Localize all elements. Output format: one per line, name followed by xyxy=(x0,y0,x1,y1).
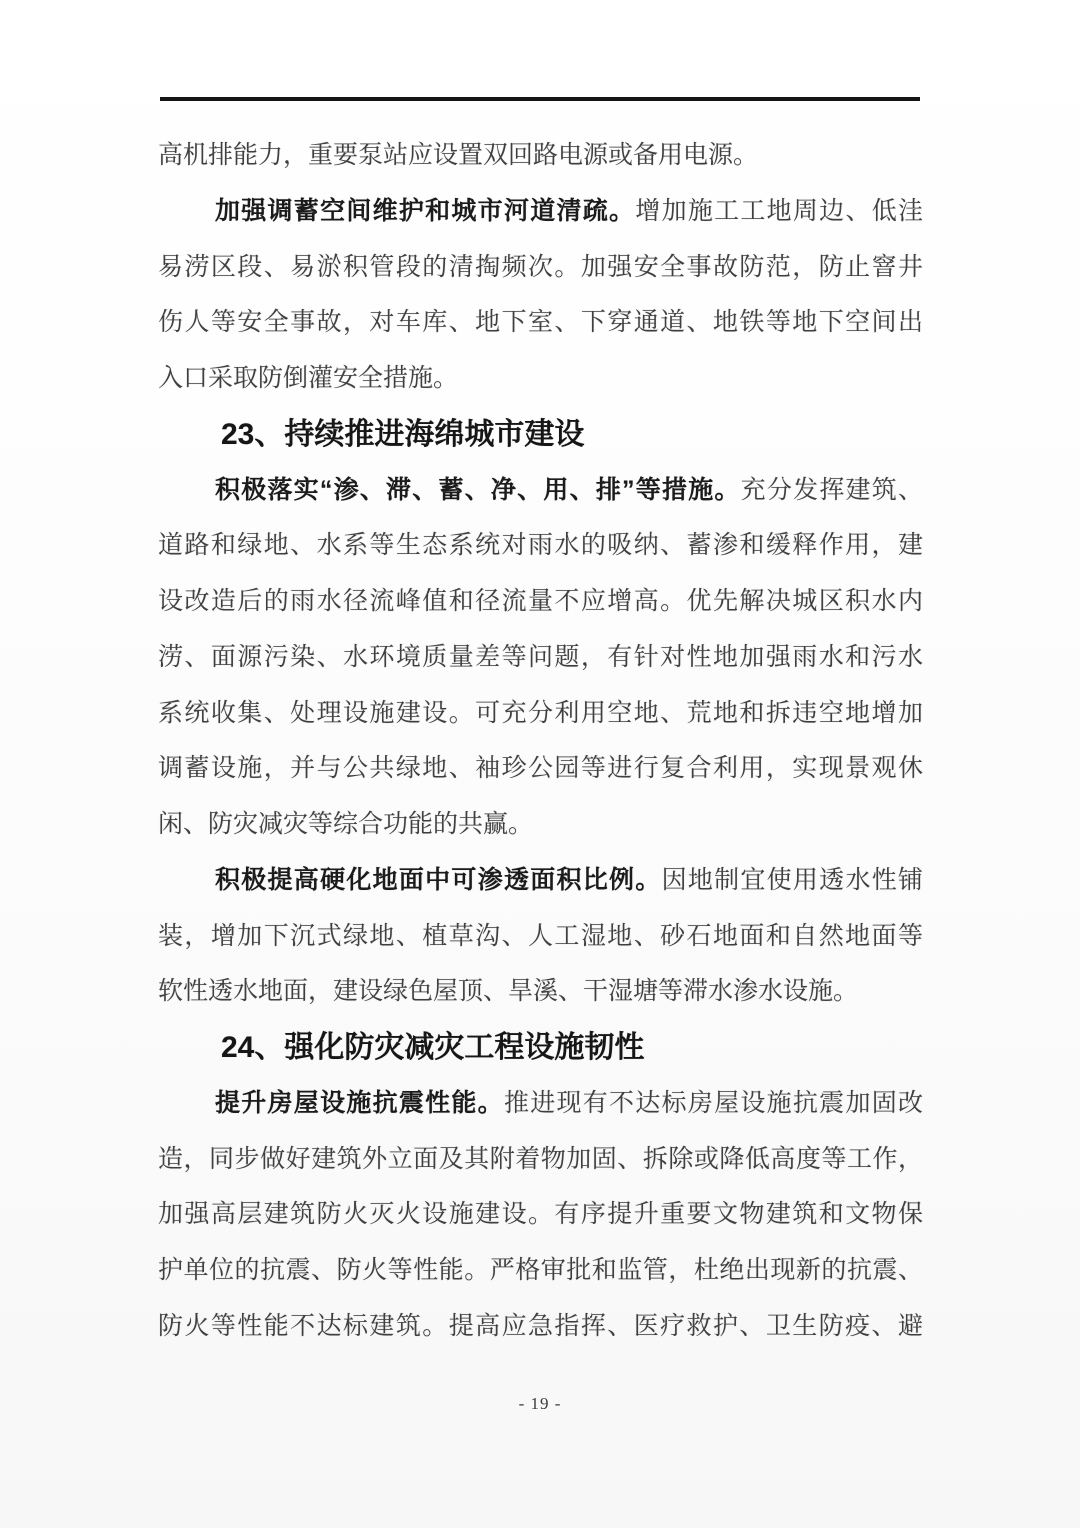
text-line xyxy=(158,351,923,407)
text-run: 造，同步做好建筑外立面及其附着物加固、拆除或降低高度等工作， xyxy=(158,1145,923,1173)
section-heading: 24、强化防灾减灾工程设施韧性 xyxy=(221,1031,645,1064)
body-text xyxy=(158,128,923,1355)
text-run: 设改造后的雨水径流峰值和径流量不应增高。优先解决城区积水内 xyxy=(158,588,923,615)
text-line xyxy=(158,909,923,965)
text-run: 加强高层建筑防火灭火设施建设。有序提升重要文物建筑和文物保 xyxy=(158,1201,923,1229)
text-run: 高机排能力，重要泵站应设置双回路电源或备用电源。 xyxy=(158,142,759,169)
text-run: 护单位的抗震、防火等性能。严格审批和监管，杜绝出现新的抗震、 xyxy=(158,1257,923,1284)
text-line xyxy=(158,964,923,1020)
text-line xyxy=(158,1299,923,1355)
text-line xyxy=(158,184,923,240)
text-run: 道路和绿地、水系等生态系统对雨水的吸纳、蓄渗和缓释作用，建 xyxy=(158,532,923,560)
text-line xyxy=(158,686,923,742)
text-line xyxy=(158,1132,923,1188)
text-run: 因地制宜使用透水性铺 xyxy=(661,866,923,894)
text-run: 入口采取防倒灌安全措施。 xyxy=(158,365,459,392)
text-run: 闲、防灾减灾等综合功能的共赢。 xyxy=(158,811,534,838)
text-line xyxy=(158,1243,923,1299)
text-run: 推进现有不达标房屋设施抗震加固改 xyxy=(503,1089,923,1117)
text-line xyxy=(158,797,923,853)
text-line xyxy=(158,518,923,574)
text-line xyxy=(158,630,923,686)
text-line xyxy=(158,853,923,909)
bold-lead-run: 积极提高硬化地面中可渗透面积比例。 xyxy=(215,865,662,894)
text-run: 调蓄设施，并与公共绿地、袖珍公园等进行复合利用，实现景观休 xyxy=(158,755,923,783)
text-line xyxy=(158,128,923,184)
text-line xyxy=(158,1187,923,1243)
text-run: 涝、面源污染、水环境质量差等问题，有针对性地加强雨水和污水 xyxy=(158,643,923,671)
text-run: 装，增加下沉式绿地、植草沟、人工湿地、砂石地面和自然地面等 xyxy=(158,922,923,950)
bold-lead-run: 积极落实“渗、滞、蓄、净、用、排”等措施。 xyxy=(215,475,741,504)
text-run: 易涝区段、易淤积管段的清掏频次。加强安全事故防范，防止窨井 xyxy=(158,253,923,281)
text-line xyxy=(158,741,923,797)
bold-lead-run: 提升房屋设施抗震性能。 xyxy=(215,1088,504,1117)
section-heading: 23、持续推进海绵城市建设 xyxy=(221,417,585,451)
page-number: - 19 - xyxy=(518,1394,562,1413)
text-line xyxy=(158,574,923,630)
text-run: 软性透水地面，建设绿色屋顶、旱溪、干湿塘等滞水渗水设施。 xyxy=(158,978,859,1006)
text-run: 充分发挥建筑、 xyxy=(740,476,923,504)
header-rule xyxy=(160,97,920,101)
text-line xyxy=(158,240,923,296)
text-run: 系统收集、处理设施建设。可充分利用空地、荒地和拆违空地增加 xyxy=(158,699,923,727)
text-run: 防火等性能不达标建筑。提高应急指挥、医疗救护、卫生防疫、避 xyxy=(158,1312,923,1340)
text-run: 伤人等安全事故，对车库、地下室、下穿通道、地铁等地下空间出 xyxy=(158,309,923,337)
text-line xyxy=(158,295,923,351)
text-line xyxy=(158,1076,923,1132)
bold-lead-run: 加强调蓄空间维护和城市河道清疏。 xyxy=(215,196,636,225)
text-line xyxy=(158,463,923,519)
page-footer xyxy=(0,1394,1080,1414)
text-run: 增加施工工地周边、低洼 xyxy=(635,197,923,225)
